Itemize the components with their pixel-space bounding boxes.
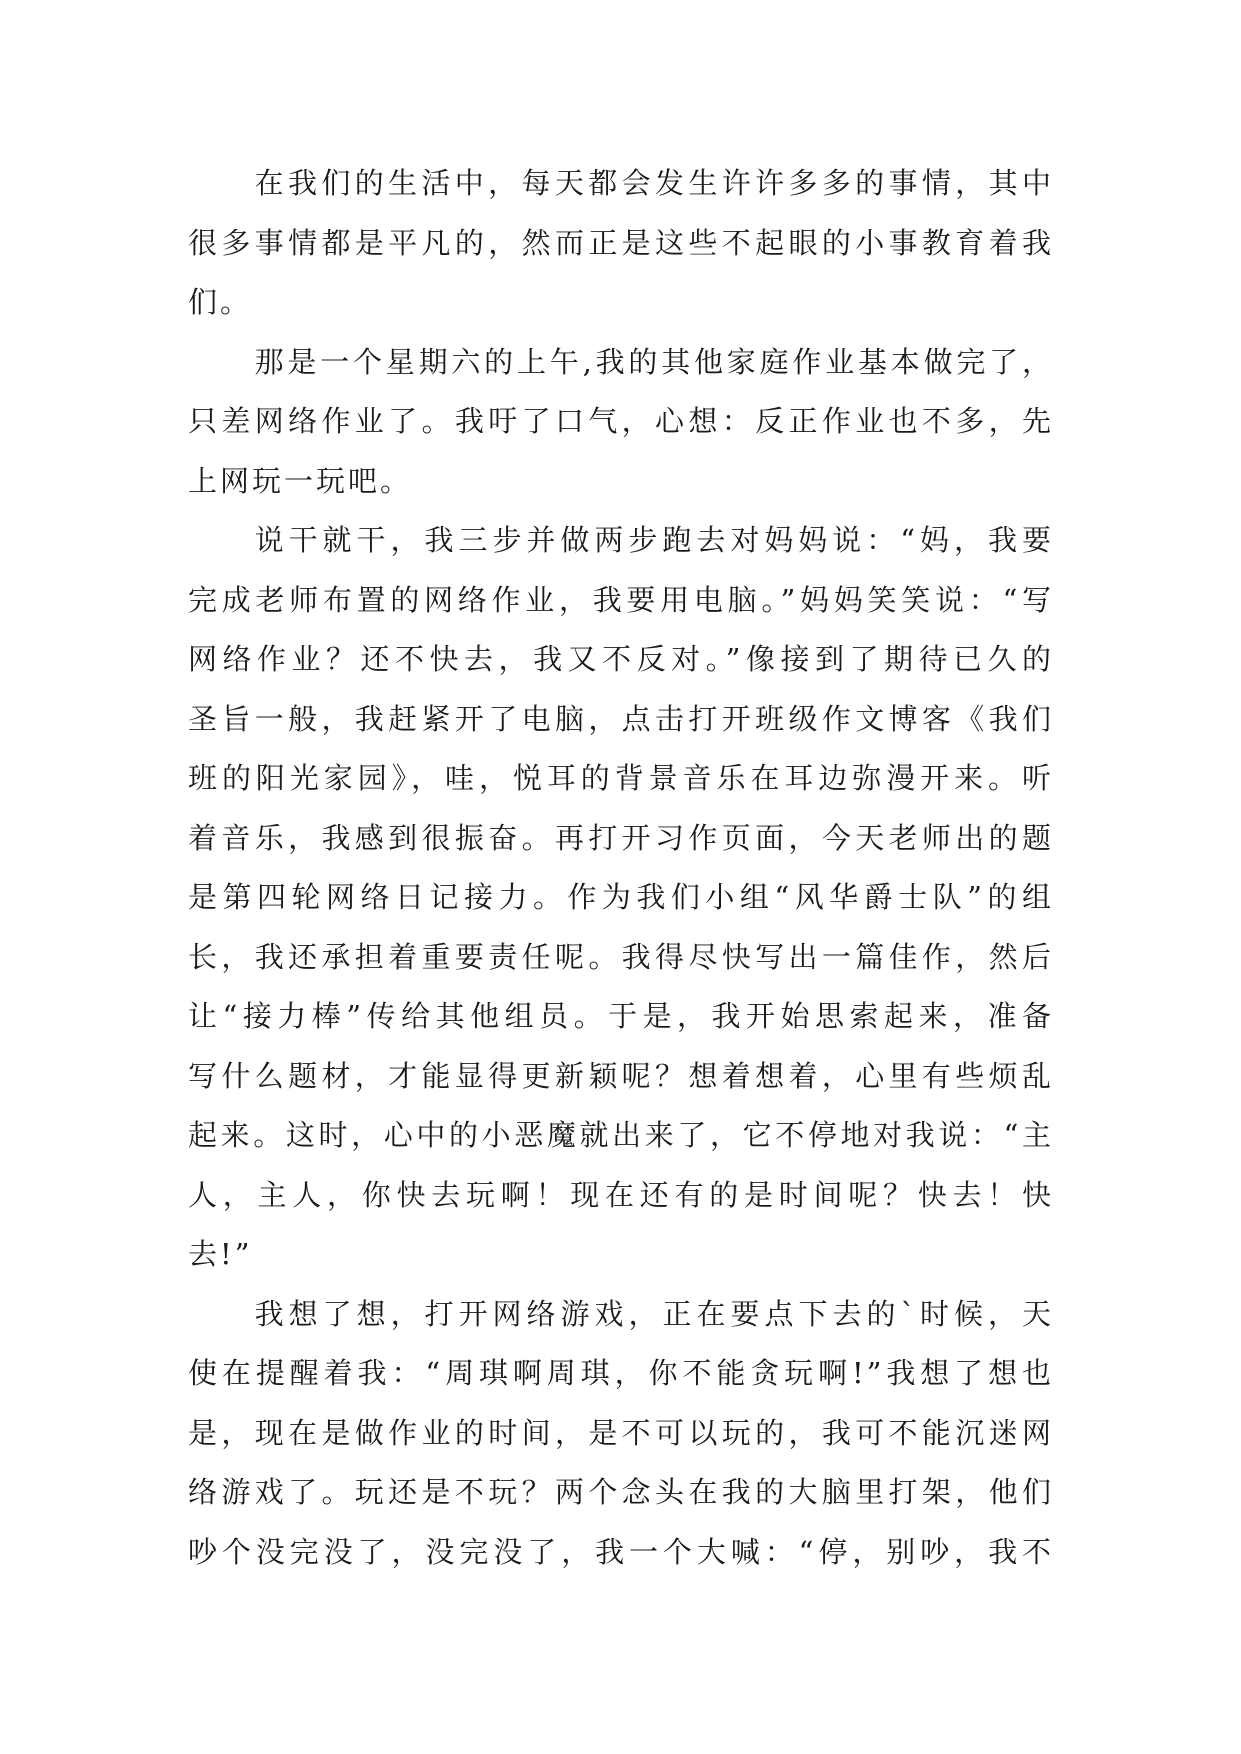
text-line: 着音乐，我感到很振奋。再打开习作页面，今天老师出的题: [188, 820, 1054, 855]
text-line: 网络作业？还不快去，我又不反对。”像接到了期待已久的: [188, 642, 1054, 676]
text-line: 那是一个星期六的上午,我的其他家庭作业基本做完了，: [254, 344, 1054, 379]
text-line: 班的阳光家园》，哇，悦耳的背景音乐在耳边弥漫开来。听: [188, 761, 1054, 795]
text-line: 写什么题材，才能显得更新颖呢？想着想着，心里有些烦乱: [188, 1058, 1054, 1093]
text-line: 我想了想，打开网络游戏，正在要点下去的`时候，天: [254, 1296, 1054, 1331]
text-line: 说干就干，我三步并做两步跑去对妈妈说：“妈，我要: [254, 523, 1054, 557]
text-line: 让“接力棒”传给其他组员。于是，我开始思索起来，准备: [188, 999, 1054, 1033]
text-line: 人，主人，你快去玩啊！现在还有的是时间呢？快去！快: [188, 1177, 1054, 1212]
text-line: 是，现在是做作业的时间，是不可以玩的，我可不能沉迷网: [188, 1415, 1054, 1450]
text-line: 完成老师布置的网络作业，我要用电脑。”妈妈笑笑说：“写: [188, 582, 1054, 617]
text-line: 在我们的生活中，每天都会发生许许多多的事情，其中: [254, 166, 1054, 200]
text-line: 们。: [188, 285, 253, 319]
paragraph: [188, 511, 1054, 1285]
text-line: 很多事情都是平凡的，然而正是这些不起眼的小事教育着我: [188, 225, 1054, 260]
text-line: 只差网络作业了。我吁了口气，心想：反正作业也不多，先: [188, 404, 1054, 438]
text-line: 是第四轮网络日记接力。作为我们小组“风华爵士队”的组: [188, 880, 1054, 914]
text-line: 使在提醒着我：“周琪啊周琪，你不能贪玩啊!”我想了想也: [188, 1356, 1054, 1390]
text-line: 上网玩一玩吧。: [188, 463, 413, 498]
text-line: 长，我还承担着重要责任呢。我得尽快写出一篇佳作，然后: [188, 939, 1054, 974]
text-line: 吵个没完没了，没完没了，我一个大喊：“停，别吵，我不: [188, 1534, 1054, 1569]
paragraph: [188, 154, 1054, 333]
document-body: [188, 154, 1054, 1582]
text-line: 起来。这时，心中的小恶魔就出来了，它不停地对我说：“主: [188, 1118, 1054, 1152]
text-line: 圣旨一般，我赶紧开了电脑，点击打开班级作文博客《我们: [188, 701, 1054, 736]
paragraph: [188, 333, 1054, 512]
paragraph: [188, 1285, 1054, 1583]
text-line: 络游戏了。玩还是不玩？两个念头在我的大脑里打架，他们: [188, 1475, 1054, 1509]
text-line: 去!”: [188, 1237, 253, 1271]
